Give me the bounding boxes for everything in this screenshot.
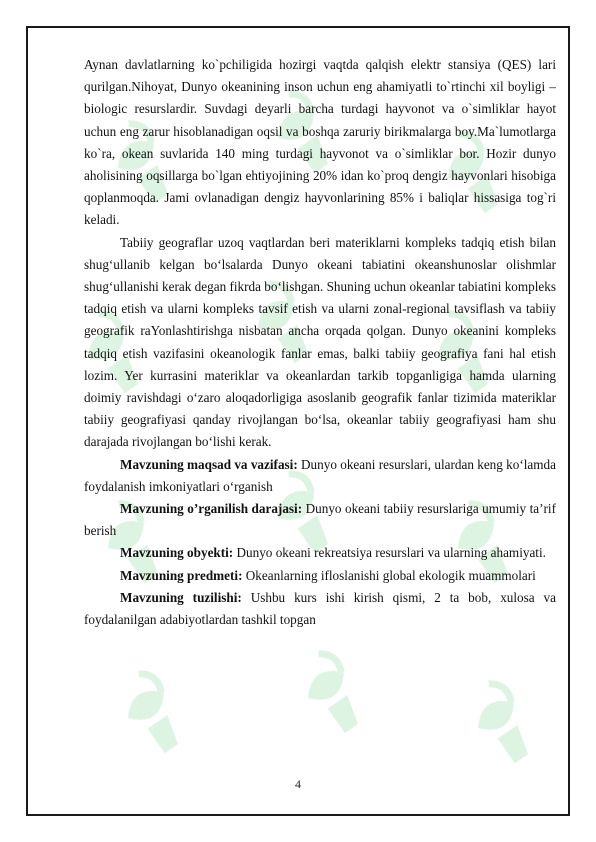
- section-object: [84, 542, 556, 564]
- section-goal-label: Mavzuning maqsad va vazifasi:: [120, 456, 298, 472]
- section-subject-label: Mavzuning predmeti:: [120, 567, 243, 583]
- page-number: 4: [295, 777, 301, 791]
- section-object-text: Dunyo okeani rekreatsiya resurslari va ularning ahamiyati.: [233, 545, 546, 561]
- section-structure-label: Mavzuning tuzilishi:: [120, 589, 242, 605]
- section-structure: [84, 587, 556, 631]
- section-study-level-text: Dunyo okeani tabiiy resurslariga umumiy ta’rif berish: [84, 501, 556, 539]
- section-object-label: Mavzuning obyekti:: [120, 545, 234, 561]
- paragraph-intro: Aynan davlatlarning ko`pchiligida hozirgi vaqtda qalqish elektr stansiya (QES) lari qurilgan.Nihoyat, Dunyo okeanining inson uchun eng ahamiyatli to`rtinchi xil boyligi – biologic resurslardir. Suvdagi deyarli barcha turdagi hayvonot va o`simliklar hayot uchun eng zarur hisoblanadigan oqsil va boshqa zaruriy birikmalarga boy.Ma`lumotlarga ko`ra, okean suvlarida 140 ming turdagi hayvonot va o`simliklar bor. Hozir dunyo aholisining oqsillarga bo`lgan ehtiyojining 20% idan ko`proq dengiz hayvonlari hisobiga qoplanmoqda. Jami ovlanadigan dengiz hayvonlarining 85% i baliqlar hissasiga tog`ri keladi.: [84, 57, 556, 228]
- section-subject: [84, 565, 556, 587]
- document-body: [84, 54, 556, 631]
- section-study-level: [84, 498, 556, 542]
- section-study-level-label: Mavzuning o’rganilish darajasi:: [120, 501, 303, 517]
- section-goal: [84, 454, 556, 498]
- section-goal-text: Dunyo okeani resurslari, ulardan keng ko‘lamda foydalanish imkoniyatlari o‘rganish: [84, 456, 556, 494]
- section-structure-text: Ushbu kurs ishi kirish qismi, 2 ta bob, xulosa va foydalanilgan adabiyotlardan tashkil topgan: [84, 589, 557, 628]
- section-subject-text: Okeanlarning ifloslanishi global ekologik muammolari: [242, 567, 536, 583]
- paragraph-geography: Tabiiy geograflar uzoq vaqtlardan beri materiklarni kompleks tadqiq etish bilan shug‘ullanib kelgan bo‘lsalarda Dunyo okeani tabiatini okeanshunoslar olishmlar shug‘ullanishi kerak degan fikrda bo‘lishgan. Shuning uchun okeanlar tabiatini kompleks tadqiq etish va ularni kompleks tavsif etish va ularni zonal-regional tavsiflash va tabiiy geografik raYonlashtirishga nisbatan ancha orqada qolgan. Dunyo okeanini kompleks tadqiq etish vazifasini okeanologik fanlar emas, balki tabiiy geografiya fani hal etish lozim. Yer kurrasini materiklar va okeanlardan tarkib topganligiga hamda ularning doimiy ravishdagi o‘zaro aloqadorligiga asoslanib geografik fanlar tizimida materiklar tabiiy geografiyasi qanday rivojlangan bo‘lsa, okeanlar tabiiy geografiyasi ham shu darajada rivojlangan bo‘lishi kerak.: [84, 234, 556, 450]
